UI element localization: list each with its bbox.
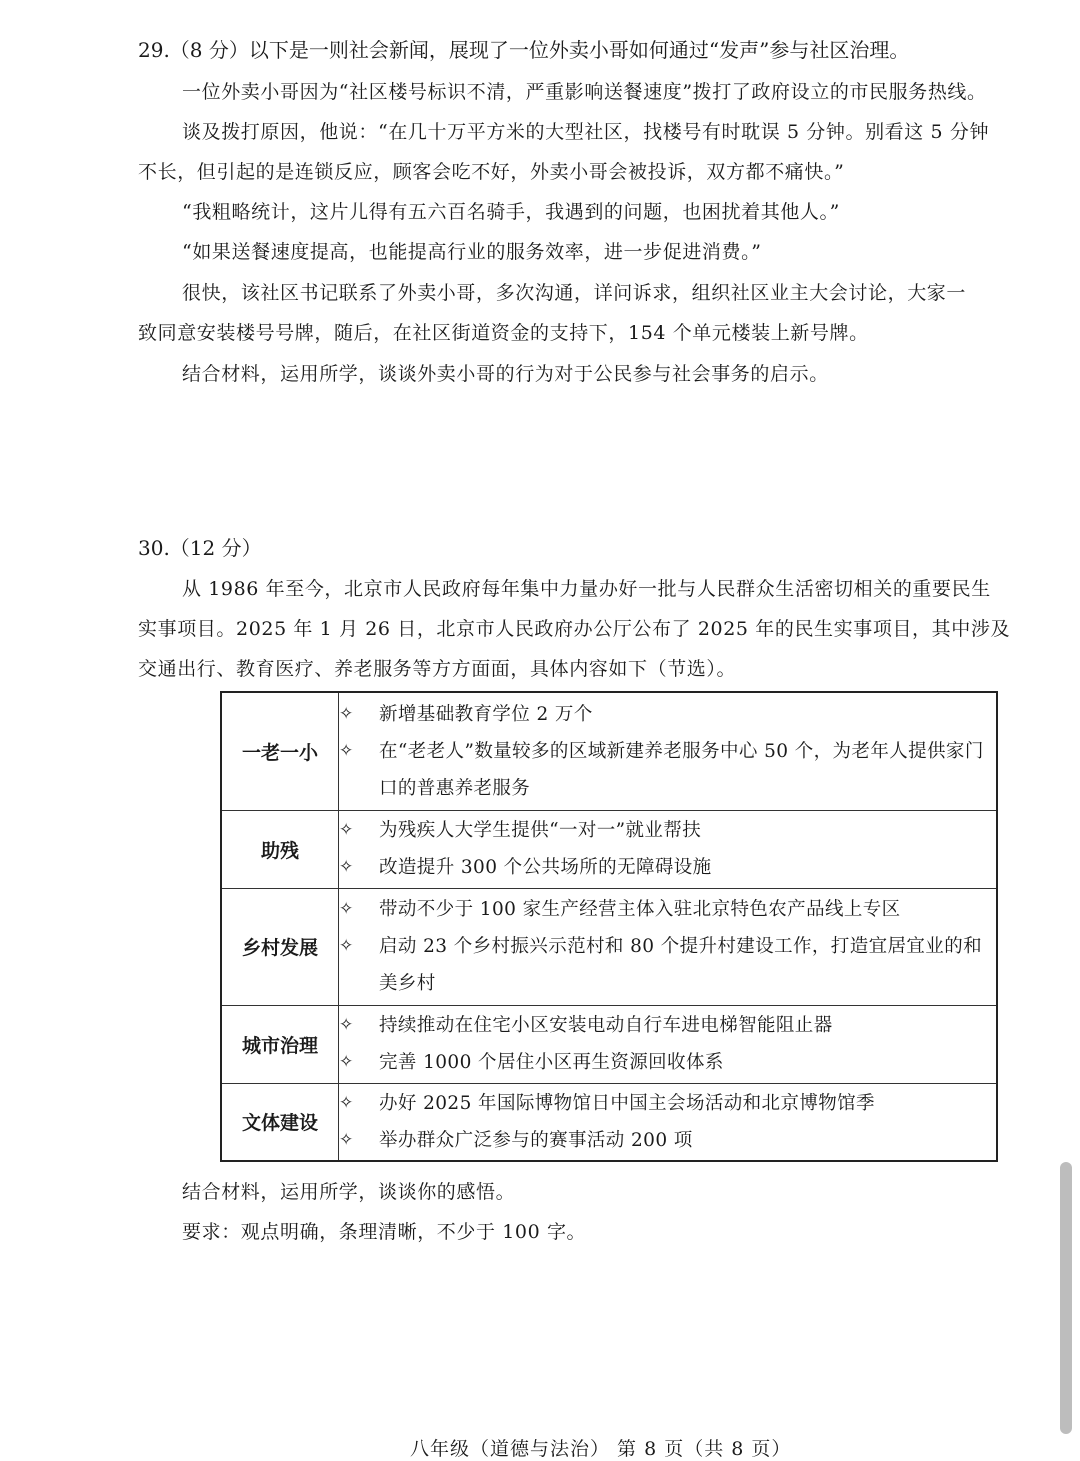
items-cell xyxy=(339,1005,998,1083)
items-cell xyxy=(339,888,998,1005)
table-row xyxy=(221,888,997,1005)
list-item: ✧ 办好 2025 年国际博物馆日中国主会场活动和北京博物馆季 xyxy=(339,1085,996,1122)
bullet-icon: ✧ xyxy=(339,740,354,761)
list-item: ✧ 在“老老人”数量较多的区域新建养老服务中心 50 个，为老年人提供家门口的普惠养老服务 xyxy=(339,733,996,807)
items-cell xyxy=(339,810,998,888)
q30-line-2: 实事项目。2025 年 1 月 26 日，北京市人民政府办公厅公布了 2025 年的民生实事项目，其中涉及 xyxy=(138,618,1011,640)
q29-prompt: 结合材料，运用所学，谈谈外卖小哥的行为对于公民参与社会事务的启示。 xyxy=(182,363,829,385)
items-cell xyxy=(339,692,998,810)
page-footer: 八年级（道德与法治） 第 8 页（共 8 页） xyxy=(410,1438,792,1460)
category-cell: 助残 xyxy=(221,810,339,888)
bullet-icon: ✧ xyxy=(339,899,354,919)
list-item: ✧ 新增基础教育学位 2 万个 xyxy=(339,696,996,733)
bullet-icon: ✧ xyxy=(339,1129,354,1150)
q29-line-5: “如果送餐速度提高，也能提高行业的服务效率，进一步促进消费。” xyxy=(182,241,762,263)
list-item: ✧ 改造提升 300 个公共场所的无障碍设施 xyxy=(339,849,996,886)
bullet-icon: ✧ xyxy=(339,820,354,840)
list-item: ✧ 带动不少于 100 家生产经营主体入驻北京特色农产品线上专区 xyxy=(339,891,996,928)
table-row xyxy=(221,810,997,888)
bullet-icon: ✧ xyxy=(339,936,354,956)
category-cell: 乡村发展 xyxy=(221,888,339,1005)
q29-line-7: 致同意安装楼号号牌，随后，在社区街道资金的支持下，154 个单元楼装上新号牌。 xyxy=(138,322,869,344)
category-cell: 文体建设 xyxy=(221,1083,339,1161)
bullet-icon: ✧ xyxy=(339,1092,354,1113)
list-item: ✧ 举办群众广泛参与的赛事活动 200 项 xyxy=(339,1122,996,1159)
list-item: ✧ 完善 1000 个居住小区再生资源回收体系 xyxy=(339,1044,996,1081)
scrollbar-thumb[interactable] xyxy=(1060,1162,1072,1434)
category-cell: 城市治理 xyxy=(221,1005,339,1083)
bullet-icon: ✧ xyxy=(339,703,354,724)
q29-line-1: 一位外卖小哥因为“社区楼号标识不清，严重影响送餐速度”拨打了政府设立的市民服务热线。 xyxy=(182,81,987,103)
livelihood-projects-table xyxy=(220,691,998,1162)
list-item: ✧ 持续推动在住宅小区安装电动自行车进电梯智能阻止器 xyxy=(339,1007,996,1044)
q29-line-3: 不长，但引起的是连锁反应，顾客会吃不好，外卖小哥会被投诉，双方都不痛快。” xyxy=(138,161,845,183)
table-row xyxy=(221,692,997,810)
table-row xyxy=(221,1083,997,1161)
q30-prompt: 结合材料，运用所学，谈谈你的感悟。 xyxy=(182,1181,516,1203)
table-row xyxy=(221,1005,997,1083)
q29-line-2: 谈及拨打原因，他说：“在几十万平方米的大型社区，找楼号有时耽误 5 分钟。别看这 5 分钟 xyxy=(182,121,990,143)
bullet-icon: ✧ xyxy=(339,1015,354,1035)
q29-line-4: “我粗略统计，这片儿得有五六百名骑手，我遇到的问题，也困扰着其他人。” xyxy=(182,201,840,223)
q30-line-1: 从 1986 年至今，北京市人民政府每年集中力量办好一批与人民群众生活密切相关的重要民生 xyxy=(182,578,991,600)
bullet-icon: ✧ xyxy=(339,857,354,877)
list-item: ✧ 为残疾人大学生提供“一对一”就业帮扶 xyxy=(339,812,996,849)
q30-requirement: 要求：观点明确，条理清晰，不少于 100 字。 xyxy=(182,1221,587,1243)
category-cell: 一老一小 xyxy=(221,692,339,810)
list-item: ✧ 启动 23 个乡村振兴示范村和 80 个提升村建设工作，打造宜居宜业的和美乡村 xyxy=(339,928,996,1002)
question-30-heading: 30.（12 分） xyxy=(138,536,262,560)
question-29-heading: 29.（8 分）以下是一则社会新闻，展现了一位外卖小哥如何通过“发声”参与社区治理。 xyxy=(138,38,910,62)
q30-line-3: 交通出行、教育医疗、养老服务等方方面面，具体内容如下（节选）。 xyxy=(138,658,737,680)
items-cell xyxy=(339,1083,998,1161)
q29-line-6: 很快，该社区书记联系了外卖小哥，多次沟通，详问诉求，组织社区业主大会讨论，大家一 xyxy=(182,282,967,304)
bullet-icon: ✧ xyxy=(339,1052,354,1072)
